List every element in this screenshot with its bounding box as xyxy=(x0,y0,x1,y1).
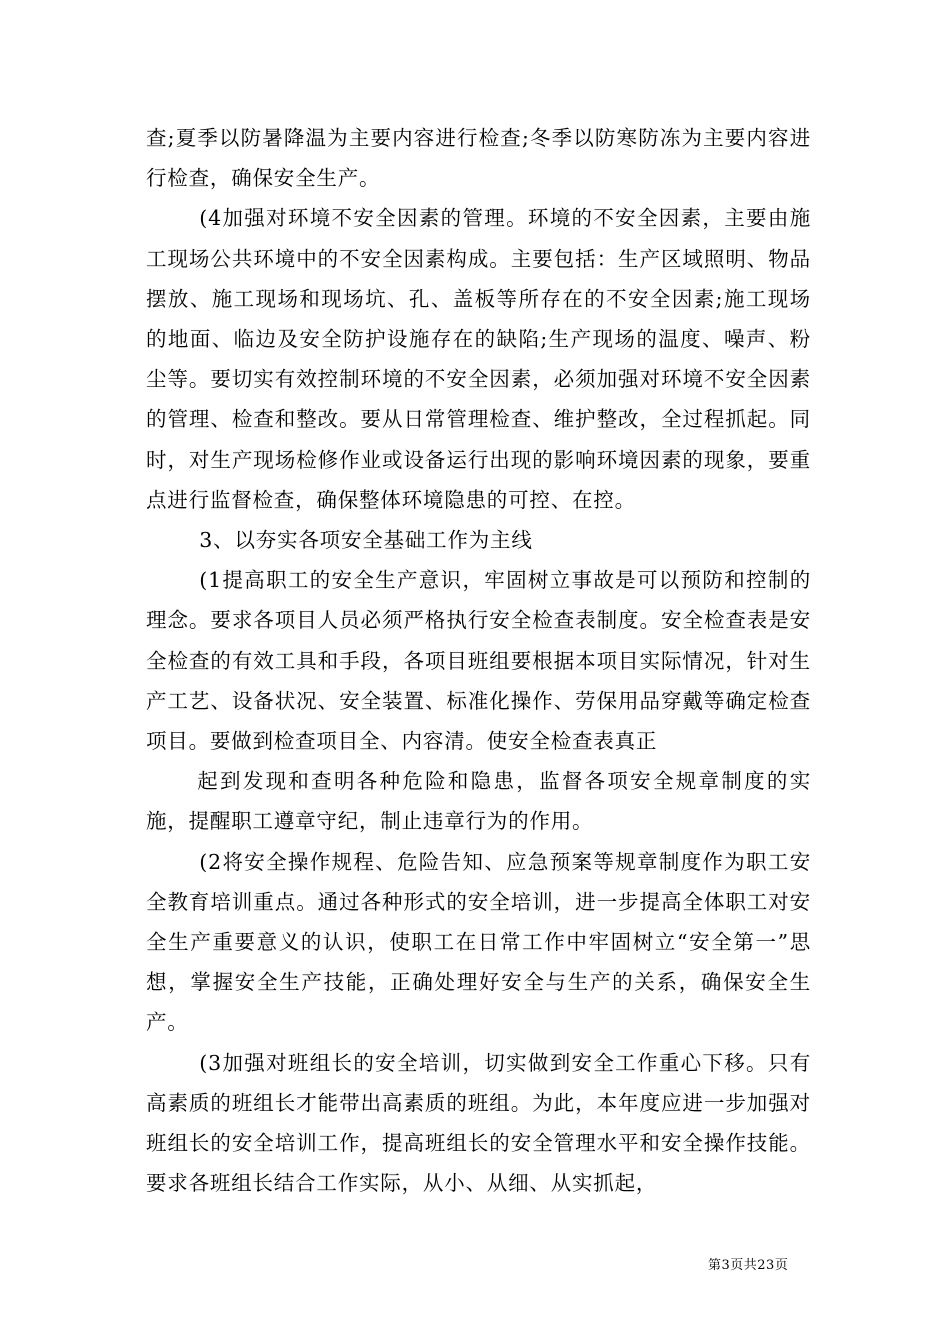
section-heading-safety-foundation: 3、以夯实各项安全基础工作为主线 xyxy=(199,528,533,553)
paragraph-team-leader-training: (3加强对班组长的安全培训，切实做到安全工作重心下移。只有高素质的班组长才能带出高素质的班组。为此，本年度应进一步加强对班组长的安全培训工作，提高班组长的安全管理水平和安全操作技能。要求各班组长结合工作实际，从小、从细、从实抓起， xyxy=(146,1050,811,1196)
paragraph-environment-factors: (4加强对环境不安全因素的管理。环境的不安全因素，主要由施工现场公共环境中的不安全因素构成。主要包括：生产区域照明、物品摆放、施工现场和现场坑、孔、盖板等所存在的不安全因素;施工现场的地面、临边及安全防护设施存在的缺陷;生产现场的温度、噪声、粉尘等。要切实有效控制环境的不安全因素，必须加强对环境不安全因素的管理、检查和整改。要从日常管理检查、维护整改，全过程抓起。同时，对生产现场检修作业或设备运行出现的影响环境因素的现象，要重点进行监督检查，确保整体环境隐患的可控、在控。 xyxy=(146,206,811,512)
paragraph-safety-awareness: (1提高职工的安全生产意识，牢固树立事故是可以预防和控制的理念。要求各项目人员必须严格执行安全检查表制度。安全检查表是安全检查的有效工具和手段，各项目班组要根据本项目实际情况，针对生产工艺、设备状况、安全装置、标准化操作、劳保用品穿戴等确定检查项目。要做到检查项目全、内容清。使安全检查表真正 xyxy=(146,568,811,754)
paragraph-seasonal-inspection: 查;夏季以防暑降温为主要内容进行检查;冬季以防寒防冻为主要内容进行检查，确保安全生产。 xyxy=(146,126,811,191)
document-body xyxy=(146,118,811,1203)
page-number: 第3页共23页 xyxy=(708,1258,789,1273)
paragraph-checklist-effect: 起到发现和查明各种危险和隐患，监督各项安全规章制度的实施，提醒职工遵章守纪，制止违章行为的作用。 xyxy=(146,769,811,834)
paragraph-training-focus: (2将安全操作规程、危险告知、应急预案等规章制度作为职工安全教育培训重点。通过各种形式的安全培训，进一步提高全体职工对安全生产重要意义的认识，使职工在日常工作中牢固树立“安全第一”思想，掌握安全生产技能，正确处理好安全与生产的关系，确保安全生产。 xyxy=(146,849,811,1035)
